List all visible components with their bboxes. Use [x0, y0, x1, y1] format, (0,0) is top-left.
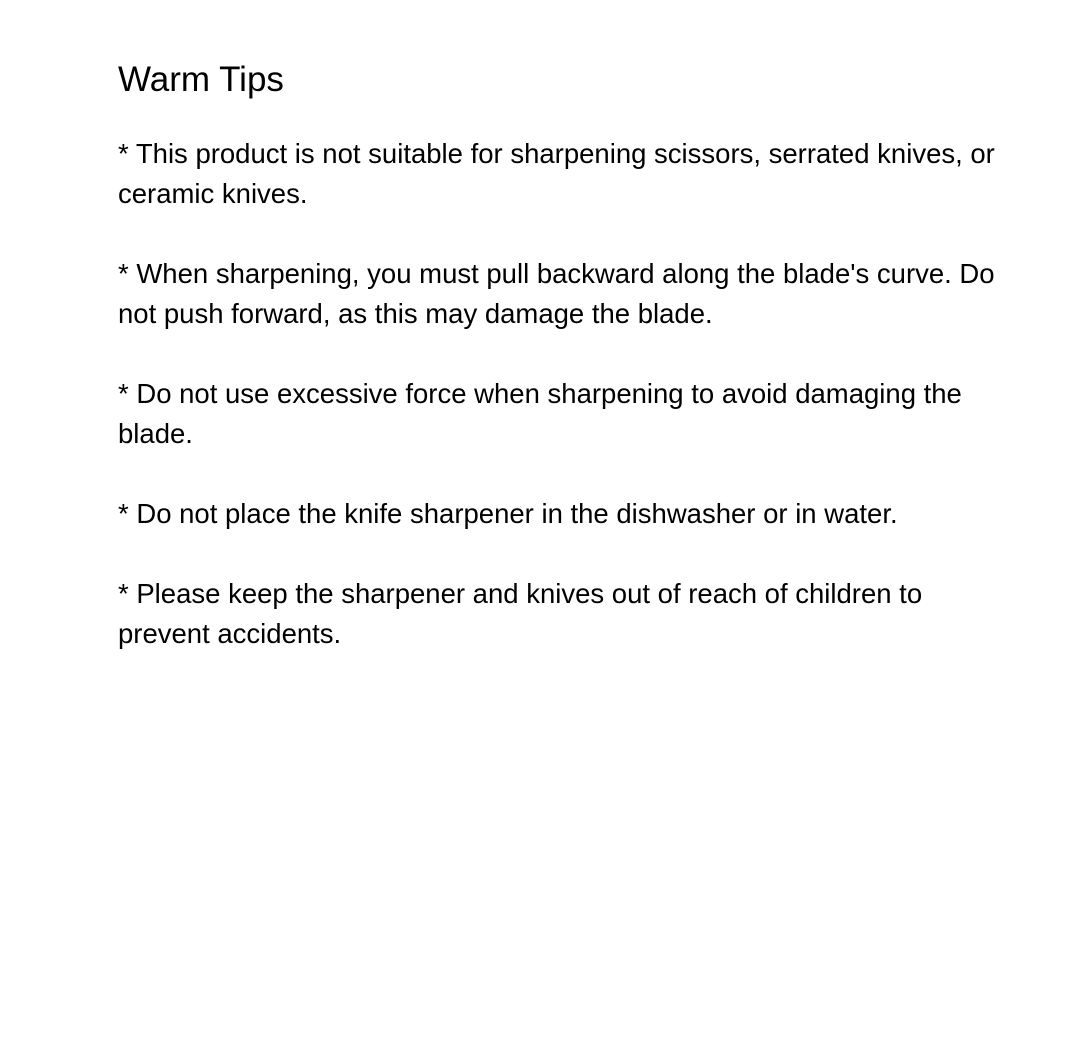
tip-dishwasher-water: * Do not place the knife sharpener in the dishwasher or in water.	[118, 498, 898, 529]
page-title: Warm Tips	[118, 60, 284, 99]
tip-scissors-serrated-ceramic: * This product is not suitable for sharpening scissors, serrated knives, or ceramic knives.	[118, 138, 995, 209]
tip-children-safety: * Please keep the sharpener and knives out of reach of children to prevent accidents.	[118, 578, 923, 649]
tip-excessive-force: * Do not use excessive force when sharpening to avoid damaging the blade.	[118, 378, 962, 449]
document-body	[118, 58, 998, 694]
tip-pull-backward: * When sharpening, you must pull backward along the blade's curve. Do not push forward, as this may damage the blade.	[118, 258, 995, 329]
